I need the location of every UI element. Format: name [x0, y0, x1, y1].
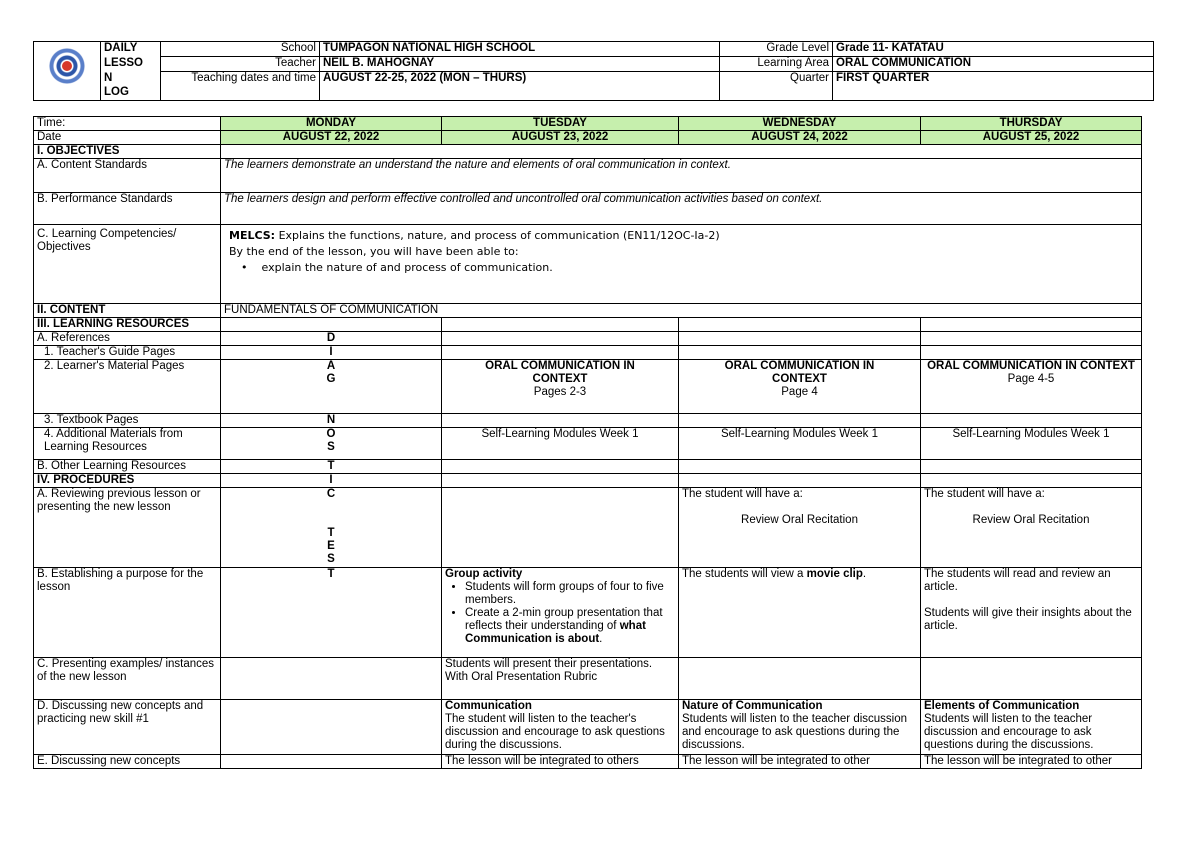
content-standards-text: The learners demonstrate an understand the nature and elements of oral communication in context. — [221, 159, 1142, 193]
date-wednesday: AUGUST 24, 2022 — [679, 131, 921, 145]
teacher-label: Teacher — [161, 57, 320, 72]
slm-wednesday: Self-Learning Modules Week 1 — [679, 428, 921, 460]
dll-title-4: LOG — [101, 86, 161, 101]
textbook-label: 3. Textbook Pages — [34, 414, 221, 428]
tue-c-text-1: Students will present their presentations. — [445, 658, 653, 670]
lm-thursday — [921, 360, 1142, 414]
thu-d-title: Elements of Communication — [924, 700, 1080, 712]
day-wednesday: WEDNESDAY — [679, 117, 921, 131]
blank-cell — [679, 346, 921, 360]
monday-letters — [221, 428, 442, 460]
references-label: A. References — [34, 332, 221, 346]
blank-cell — [921, 474, 1142, 488]
proc-b-label: B. Establishing a purpose for the lesson — [34, 568, 221, 658]
blank-cell — [679, 318, 921, 332]
group-bullet-1: • Students will form groups of four to five members. — [465, 581, 675, 607]
lm-title: ORAL COMMUNICATION IN CONTEXT — [485, 360, 635, 385]
monday-letters — [221, 488, 442, 568]
blank-cell — [442, 318, 679, 332]
grade-label: Grade Level — [720, 42, 833, 57]
blank-cell — [679, 658, 921, 700]
lm-tuesday — [442, 360, 679, 414]
group-b2-text: Create a 2-min group presentation that reflects their understanding of — [465, 607, 663, 632]
monday-resources — [221, 318, 442, 332]
dates-value: AUGUST 22-25, 2022 (MON – THURS) — [320, 72, 720, 101]
monday-letter: A — [326, 360, 336, 372]
monday-letter: O — [326, 428, 336, 440]
wed-b-bold: movie clip — [806, 568, 863, 580]
deped-seal-icon — [49, 48, 85, 84]
lm-pages: Page 4-5 — [1007, 373, 1055, 385]
proc-e-tuesday: The lesson will be integrated to others — [442, 755, 679, 769]
melcs-label: MELCS: — [229, 229, 276, 242]
blank-cell — [442, 414, 679, 428]
wed-d-title: Nature of Communication — [682, 700, 823, 712]
day-tuesday: TUESDAY — [442, 117, 679, 131]
date-thursday: AUGUST 25, 2022 — [921, 131, 1142, 145]
blank-cell — [679, 414, 921, 428]
blank-cell — [442, 346, 679, 360]
melcs-text: Explains the functions, nature, and process of communication — [278, 229, 620, 242]
group-bullet-2: • Create a 2-min group presentation that reflects their understanding of what Communication is about. — [465, 607, 675, 646]
monday-letter: T — [327, 527, 335, 539]
lm-pages: Page 4 — [781, 386, 818, 398]
monday-letters — [221, 360, 442, 414]
day-thursday: THURSDAY — [921, 117, 1142, 131]
blank-cell — [442, 488, 679, 568]
dll-title-3: N — [101, 72, 161, 86]
header-table — [33, 41, 1154, 101]
proc-a-thursday — [921, 488, 1142, 568]
wed-b-text: The students will view a — [682, 568, 804, 580]
blank-cell — [442, 332, 679, 346]
objectives-blank — [221, 145, 1142, 159]
blank-cell — [921, 318, 1142, 332]
competency-bullet: • explain the nature of and process of communication. — [253, 260, 1138, 276]
proc-e-thursday: The lesson will be integrated to other — [921, 755, 1142, 769]
quarter-value: FIRST QUARTER — [833, 72, 1154, 101]
proc-c-tuesday — [442, 658, 679, 700]
monday-letter: C — [326, 488, 336, 500]
proc-d-wednesday — [679, 700, 921, 755]
dll-title-2: LESSO — [101, 57, 161, 72]
blank-cell — [921, 332, 1142, 346]
competencies-label: C. Learning Competencies/ Objectives — [34, 225, 221, 304]
monday-letter: G — [326, 373, 336, 385]
thu-b-text-1: The students will read and review an article. — [924, 568, 1111, 593]
tue-c-text-2: With Oral Presentation Rubric — [445, 671, 598, 683]
review-text: Review Oral Recitation — [972, 514, 1090, 526]
group-b2-bold: what Communication is about — [465, 620, 646, 645]
procedures-heading: IV. PROCEDURES — [34, 474, 221, 488]
performance-standards-text: The learners design and perform effective controlled and uncontrolled oral communication activities based on context. — [221, 193, 1142, 225]
lm-wednesday — [679, 360, 921, 414]
thu-d-text: Students will listen to the teacher discussion and encourage to ask questions during the discussions. — [924, 713, 1094, 751]
tue-d-text: The student will listen to the teacher's discussion and encourage to ask questions during the discussions. — [445, 713, 665, 751]
proc-d-tuesday — [442, 700, 679, 755]
monday-letter: D — [221, 332, 442, 346]
monday-letter: T — [221, 568, 442, 658]
blank-cell — [221, 700, 442, 755]
monday-letter: T — [221, 460, 442, 474]
proc-e-label: E. Discussing new concepts — [34, 755, 221, 769]
proc-a-wednesday — [679, 488, 921, 568]
blank-cell — [442, 474, 679, 488]
content-text: FUNDAMENTALS OF COMMUNICATION — [221, 304, 1142, 318]
blank-cell — [221, 658, 442, 700]
performance-standards-label: B. Performance Standards — [34, 193, 221, 225]
other-resources-label: B. Other Learning Resources — [34, 460, 221, 474]
area-value: ORAL COMMUNICATION — [833, 57, 1154, 72]
date-monday: AUGUST 22, 2022 — [221, 131, 442, 145]
monday-letter: N — [221, 414, 442, 428]
blank-cell — [442, 460, 679, 474]
lm-label: 2. Learner's Material Pages — [34, 360, 221, 414]
melcs-code: (EN11/12OC-Ia-2) — [622, 229, 720, 242]
content-standards-label: A. Content Standards — [34, 159, 221, 193]
proc-a-label: A. Reviewing previous lesson or presenting the new lesson — [34, 488, 221, 568]
dates-label: Teaching dates and time — [161, 72, 320, 101]
blank-cell — [679, 474, 921, 488]
review-text: Review Oral Recitation — [741, 514, 858, 526]
day-monday: MONDAY — [221, 117, 442, 131]
lm-pages: Pages 2-3 — [533, 386, 587, 398]
blank-cell — [921, 658, 1142, 700]
proc-d-thursday — [921, 700, 1142, 755]
monday-letter: S — [327, 441, 335, 453]
proc-e-wednesday: The lesson will be integrated to other — [679, 755, 921, 769]
additional-label: 4. Additional Materials from Learning Resources — [34, 428, 221, 460]
proc-c-label: C. Presenting examples/ instances of the new lesson — [34, 658, 221, 700]
blank-cell — [921, 414, 1142, 428]
time-label: Time: — [34, 117, 221, 131]
grade-value: Grade 11- KATATAU — [833, 42, 1154, 57]
date-label: Date — [34, 131, 221, 145]
date-tuesday: AUGUST 23, 2022 — [442, 131, 679, 145]
blank-cell — [921, 346, 1142, 360]
teacher-value: NEIL B. MAHOGNAY — [320, 57, 720, 72]
blank-cell — [679, 332, 921, 346]
resources-heading: III. LEARNING RESOURCES — [34, 318, 221, 332]
area-label: Learning Area — [720, 57, 833, 72]
blank-cell — [221, 755, 442, 769]
monday-letter: S — [327, 553, 335, 565]
proc-b-thursday — [921, 568, 1142, 658]
student-have-text: The student will have a: — [682, 488, 803, 500]
deped-seal-cell — [34, 42, 101, 101]
school-label: School — [161, 42, 320, 57]
monday-letter: I — [221, 346, 442, 360]
blank-cell — [921, 460, 1142, 474]
by-end-text: By the end of the lesson, you will have been able to: — [229, 245, 519, 258]
quarter-label: Quarter — [720, 72, 833, 101]
objectives-heading: I. OBJECTIVES — [34, 145, 221, 159]
lm-title: ORAL COMMUNICATION IN CONTEXT — [927, 360, 1135, 372]
slm-tuesday: Self-Learning Modules Week 1 — [442, 428, 679, 460]
monday-letter: E — [327, 540, 335, 552]
lm-title: ORAL COMMUNICATION IN CONTEXT — [724, 360, 875, 385]
tue-d-title: Communication — [445, 700, 532, 712]
competencies-text — [221, 225, 1142, 304]
thu-b-text-2: Students will give their insights about the article. — [924, 607, 1132, 632]
group-title: Group activity — [445, 568, 523, 580]
tg-label: 1. Teacher's Guide Pages — [34, 346, 221, 360]
school-value: TUMPAGON NATIONAL HIGH SCHOOL — [320, 42, 720, 57]
proc-d-label: D. Discussing new concepts and practicing new skill #1 — [34, 700, 221, 755]
wed-d-text: Students will listen to the teacher discussion and encourage to ask questions during the discussions. — [682, 713, 908, 751]
slm-thursday: Self-Learning Modules Week 1 — [921, 428, 1142, 460]
dll-title-1: DAILY — [101, 42, 161, 57]
proc-b-tuesday — [442, 568, 679, 658]
lesson-log-table — [33, 116, 1142, 769]
blank-cell — [679, 460, 921, 474]
monday-letter: I — [221, 474, 442, 488]
student-have-text: The student will have a: — [924, 488, 1045, 500]
content-heading: II. CONTENT — [34, 304, 221, 318]
proc-b-wednesday: The students will view a movie clip. — [679, 568, 921, 658]
